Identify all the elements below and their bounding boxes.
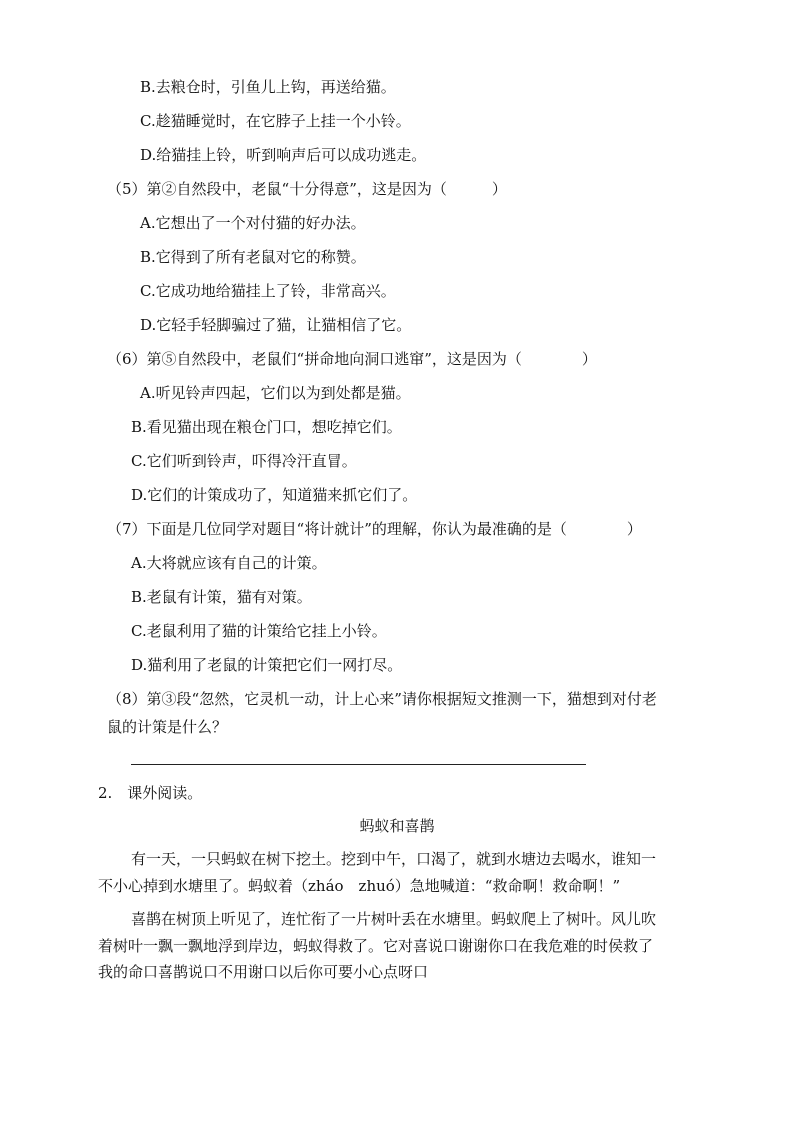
option-5d: D.它轻手轻脚骗过了猫，让猫相信了它。	[140, 316, 412, 334]
question-5: （5）第②自然段中，老鼠“十分得意”，这是因为（ ）	[107, 180, 507, 198]
passage-p2-line-1: 喜鹊在树顶上听见了，连忙衔了一片树叶丢在水塘里。蚂蚁爬上了树叶。风儿吹	[131, 910, 657, 928]
question-8-line-2: 鼠的计策是什么？	[107, 718, 228, 736]
passage-p2-line-3: 我的命口喜鹊说口不用谢口以后你可要小心点呀口	[98, 963, 429, 981]
option-7d: D.猫利用了老鼠的计策把它们一网打尽。	[131, 656, 403, 674]
question-8-line-1: （8）第③段“忽然，它灵机一动，计上心来”请你根据短文推测一下，猫想到对付老	[107, 690, 657, 708]
option-6a: A.听见铃声四起，它们以为到处都是猫。	[140, 384, 411, 402]
option-7a: A.大将就应该有自己的计策。	[131, 554, 327, 572]
option-5a: A.它想出了一个对付猫的好办法。	[140, 214, 366, 232]
option-6d: D.它们的计策成功了，知道猫来抓它们了。	[131, 486, 418, 504]
option-4c: C.趁猫睡觉时，在它脖子上挂一个小铃。	[140, 112, 411, 130]
option-6c: C.它们听到铃声，吓得冷汗直冒。	[131, 452, 357, 470]
question-7: （7）下面是几位同学对题目“将计就计”的理解，你认为最准确的是（ ）	[107, 520, 642, 538]
option-7c: C.老鼠利用了猫的计策给它挂上小铃。	[131, 622, 387, 640]
passage-title: 蚂蚁和喜鹊	[359, 817, 435, 835]
option-5c: C.它成功地给猫挂上了铃，非常高兴。	[140, 282, 396, 300]
option-6b: B.看见猫出现在粮仓门口，想吃掉它们。	[131, 418, 402, 436]
passage-p1-line-2: 不小心掉到水塘里了。蚂蚁着（zháo zhuó）急地喊道：“救命啊！救命啊！”	[98, 877, 621, 895]
passage-p2-line-2: 着树叶一飘一飘地浮到岸边，蚂蚁得救了。它对喜说口谢谢你口在我危难的时侯救了	[98, 937, 654, 955]
section-2-heading: 2. 课外阅读。	[98, 784, 203, 802]
passage-p1-line-1: 有一天，一只蚂蚁在树下挖土。挖到中午，口渴了，就到水塘边去喝水，谁知一	[131, 850, 657, 868]
question-6: （6）第⑤自然段中，老鼠们“拼命地向洞口逃窜”，这是因为（ ）	[107, 350, 597, 368]
answer-line[interactable]	[131, 764, 586, 765]
option-4b: B.去粮仓时，引鱼儿上钩，再送给猫。	[140, 78, 396, 96]
option-4d: D.给猫挂上铃，听到响声后可以成功逃走。	[140, 146, 427, 164]
option-5b: B.它得到了所有老鼠对它的称赞。	[140, 248, 366, 266]
option-7b: B.老鼠有计策，猫有对策。	[131, 588, 312, 606]
